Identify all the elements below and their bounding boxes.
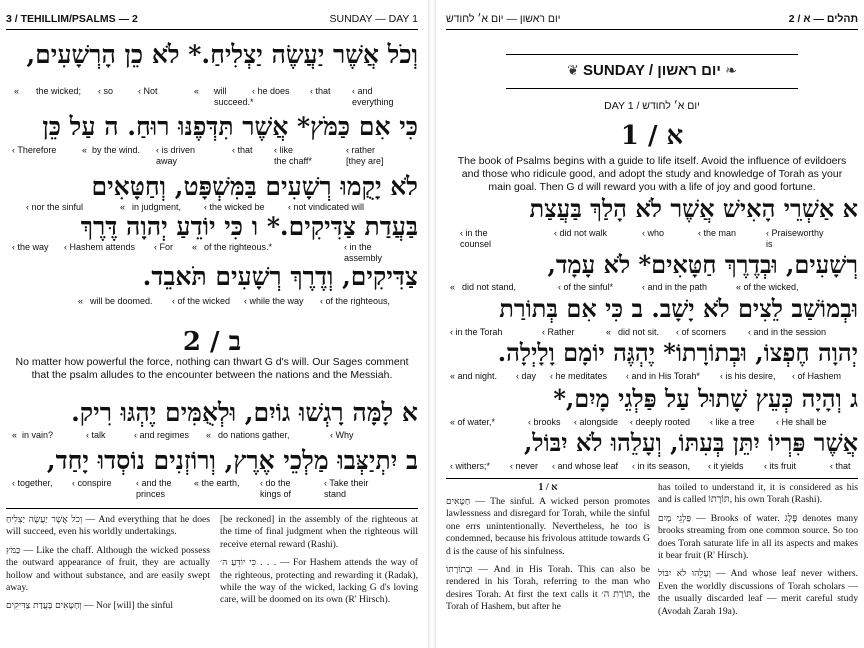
gloss-word: « of the wicked, [736,282,799,292]
psalm-title: 2 / ב [182,327,242,357]
gloss-word: « and night. [450,371,498,381]
hebrew-line: כִּי אִם כַּמֹּץ* אֲשֶׁר תִּדְּפֶנּוּ רוּחַ. ה עַל כֵּן [42,112,418,141]
day-banner-text: SUNDAY / יום ראשון [583,62,721,79]
gloss-word: ‹ never [510,461,539,471]
gloss-word: ‹ in the counsel [460,228,492,249]
commentary-rule [6,508,418,509]
gloss-word: ‹ of the sinful* [558,282,614,292]
gloss-word: ‹ in the assembly [344,242,383,263]
hebrew-line: לֹא יָקֻמוּ רְשָׁעִים בַּמִּשְׁפָּט, וְחַטָּאִים [91,172,418,201]
commentary-text: — For Hashem attends the way of the righteous, protecting and rewarding it (Radak), while the way of the wicked, lacking G d's loving care, will be doomed on its own (R' Hirsch). [220,557,418,606]
gloss-word: ‹ rather [they are] [346,145,384,166]
commentary-text: — Like the chaff. Although the wicked possess the outward appearance of fruit, they are actually hollow and without substance, and are easily swept away. [6,544,210,594]
psalm-title: 1 / א [620,121,684,151]
commentary-text: — Nor [will] the sinful [81,600,174,612]
gloss-word: ‹ is his desire, [720,371,776,381]
commentary-lemma: וְחַטָּאִים בַּעֲדַת צַדִּיקִים [6,601,82,612]
gloss-word: ‹ day [516,371,537,381]
gloss-word: ‹ in its season, [632,461,691,471]
commentary-column [220,514,418,613]
hebrew-line: יְהוָה חֶפְצוֹ, וּבְתוֹרָתוֹ* יֶהְגֶּה יוֹמָם וָלָיְלָה. [497,338,858,367]
commentary-lemma: כִּי יוֹדֵעַ ה׳ . . . [220,558,277,569]
gloss-word: ‹ and in the path [642,282,708,292]
gloss-word: « of water,* [450,417,496,427]
gloss-word: ‹ is driven away [156,145,196,166]
commentary-paragraph [658,482,858,507]
commentary-lemma: וּבְתוֹרָתוֹ [446,565,473,576]
gloss-word: ‹ that [232,145,253,155]
gloss-word: ‹ of the righteous, [320,296,391,306]
gloss-word: ‹ withers;* [450,461,491,471]
gloss-word: « [194,86,200,96]
gloss-word: did not stand, [462,282,517,292]
commentary-lemma: וְכֹל אֲשֶׁר יַעֲשֶׂה יַצְלִיחַ [6,515,83,525]
gloss-word: ‹ and regimes [134,430,190,440]
hebrew-line: רְשָׁעִים, וּבְדֶרֶךְ חַטָּאִים* לֹא עָמָד, [547,250,858,279]
ornament-left-icon: ❦ [567,63,579,79]
commentary-column [446,496,650,620]
gloss-word: ‹ he does [252,86,290,96]
page-number-title: 2 / תהלים — א [788,13,858,25]
hebrew-line: ב יִתְיַצְּבוּ מַלְכֵי אֶרֶץ, וְרוֹזְנִים נוֹסְדוּ יָחַד, [46,446,418,475]
commentary-paragraph [446,496,650,558]
hebrew-line: וְכֹל אֲשֶׁר יַעֲשֶׂה יַצְלִיחַ.* לֹא כֵן הָרְשָׁעִים, [26,40,418,69]
banner-rule-bottom [506,88,798,89]
banner-rule-top [506,54,798,55]
gloss-word: « [206,430,212,440]
gloss-word: ‹ alongside [574,417,619,427]
ornament-right-icon: ❧ [725,63,737,79]
commentary-lemma: חַטָּאִים [446,497,471,507]
gloss-word: in vain? [22,430,54,440]
commentary-column [658,482,858,624]
gloss-word: ‹ while the way [244,296,304,306]
page-number-title: 3 / TEHILLIM/PSALMS — 2 [6,13,138,25]
running-head-left [6,13,418,27]
gloss-word: ‹ For [154,242,173,252]
gloss-word: ‹ Take their stand [324,478,369,499]
commentary-text: — Brooks of water. פֶּלֶג denotes many brooks streaming from one common source. So too does Torah saturate life in all its aspects and makes it bear fruit (R' Hirsch). [658,512,858,562]
gloss-word: ‹ in the Torah [450,327,503,337]
commentary-paragraph [220,514,418,551]
commentary-paragraph [658,568,858,618]
hebrew-line: בַּעֲדַת צַדִּיקִים.* ו כִּי יוֹדֵעַ יְהוָה דֶּרֶךְ [80,212,418,241]
gloss-row [6,296,418,322]
commentary-text: — And whose leaf never withers. Even the worldly discussions of Torah scholars — the usually discarded leaf — merit careful study (Avodah Zarah 19a). [658,568,858,617]
gloss-word: ‹ Why [330,430,354,440]
gloss-word: ‹ its fruit [764,461,797,471]
gloss-word: the wicked; [36,86,82,96]
gloss-word: ‹ Therefore [12,145,57,155]
gloss-word: « [82,145,88,155]
commentary-text: has toiled to understand it, it is considered as his and is called תּוֹרָתוֹ, his own Torah (Rashi). [658,482,858,506]
commentary-paragraph [6,545,210,595]
commentary-lemma: פַּלְגֵי מָיִם [658,513,692,524]
right-page [440,0,864,648]
commentary-lemma: וְעָלֵהוּ לֹא יִבּוֹל [658,569,711,580]
gloss-word: ‹ of scorners [676,327,727,337]
hebrew-line: וּבְמוֹשַׁב לֵצִים לֹא יָשָׁב. ב כִּי אִם בְּתוֹרַת [499,294,858,323]
gloss-word: ‹ He shall be [776,417,827,427]
gloss-word: ‹ of the wicked [172,296,231,306]
gloss-word: ‹ that [310,86,331,96]
gloss-word: ‹ the way [12,242,49,252]
commentary-paragraph [6,600,210,612]
left-page [0,0,424,648]
commentary-text: — And in His Torah. This can also be rendered in his Torah, referring to the man who desires Torah. At first the text calls it תּוֹרַת ה׳, the Torah of Hashem, but after he [446,564,650,613]
gloss-word: ‹ brooks [528,417,561,427]
gloss-word: « [78,296,84,306]
gloss-word: ‹ the wicked be [204,202,265,212]
gloss-word: ‹ conspire [72,478,112,488]
gloss-word: ‹ the man [698,228,737,238]
gloss-word: will be doomed. [90,296,153,306]
gloss-word: ‹ like the chaff* [274,145,312,166]
gloss-word: ‹ that [830,461,851,471]
gloss-word: ‹ it yields [708,461,744,471]
gloss-word: « [450,282,456,292]
gloss-word: « [120,202,126,212]
gloss-word: « [12,430,18,440]
commentary-paragraph [6,514,210,539]
commentary-column [6,514,210,619]
gloss-word: « [192,242,198,252]
gloss-word: ‹ nor the sinful [26,202,84,212]
gloss-word: ‹ he meditates [550,371,608,381]
gloss-row [6,478,418,504]
commentary-heading: 1 / א [538,482,558,493]
commentary-text: — And everything that he does will succeed, even his worldly undertakings. [6,514,210,538]
gloss-word: ‹ did not walk [554,228,608,238]
gloss-word: ‹ Rather [542,327,575,337]
gloss-word: ‹ and everything [352,86,394,107]
gloss-word: ‹ Praiseworthy is [766,228,824,249]
hebrew-line: ג וְהָיָה כְּעֵץ שָׁתוּל עַל פַּלְגֵי מָיִם,* [553,384,858,413]
gloss-word: of the righteous.* [204,242,273,252]
gloss-word: will succeed.* [214,86,254,107]
gloss-word: « the earth, [194,478,240,488]
gloss-row [6,145,418,171]
gloss-word: ‹ together, [12,478,53,488]
book-gutter [428,0,436,648]
commentary-text: [be reckoned] in the assembly of the righteous at the time of final judgment when the righteous will receive eternal reward (Rashi). [220,514,418,550]
hebrew-line: צַדִּיקִים, וְדֶרֶךְ רְשָׁעִים תֹּאבֵד. [142,262,418,291]
hebrew-line: אֲשֶׁר פִּרְיוֹ יִתֵּן בְּעִתּוֹ, וְעָלֵהוּ לֹא יִבּוֹל, [523,428,858,457]
gloss-word: ‹ and in the session [748,327,827,337]
gloss-word: ‹ like a tree [710,417,755,427]
gloss-word: in judgment, [132,202,182,212]
header-rule [446,29,858,30]
gloss-word: ‹ so [98,86,114,96]
gloss-word: ‹ and the princes [136,478,172,499]
psalm-intro: The book of Psalms begins with a guide to life itself. Avoid the influence of evildoers and those who ridicule good, and adopt the study and knowledge of Torah as your main goal. Then G d will reward you with a life of joy and good fortune. [457,155,847,193]
gloss-word: ‹ of Hashem [792,371,842,381]
gloss-word: ‹ deeply rooted [630,417,691,427]
running-head-right [446,13,858,27]
day-label: יום ראשון — יום א׳ לחודש [446,13,561,25]
day-subtitle: DAY 1 / יום א׳ לחודש [604,100,700,112]
commentary-paragraph [446,564,650,614]
day-banner [440,62,864,79]
gloss-word: « [606,327,612,337]
gloss-word: ‹ Hashem attends [64,242,136,252]
commentary-text: — The sinful. A wicked person promotes lawlessness and disregard for Torah, while the sinful one errs unintentionally. Nevertheless, he too is condemned, because his frivolous attitude towards G d is the cause of his sinfulness. [446,496,650,557]
gloss-word: ‹ and in His Torah* [626,371,700,381]
gloss-word: ‹ and whose leaf [552,461,619,471]
hebrew-line: א אַשְׁרֵי הָאִישׁ אֲשֶׁר לֹא הָלַךְ בַּעֲצַת [529,194,858,223]
hebrew-line: א לָמָּה רָגְשׁוּ גוֹיִם, וּלְאֻמִּים יֶהְגּוּ רִיק. [71,398,418,427]
gloss-row [6,86,418,112]
gloss-word: ‹ do the kings of [260,478,292,499]
commentary-rule [446,478,858,479]
gloss-word: did not sit. [618,327,660,337]
header-rule [6,29,418,30]
gloss-word: by the wind. [92,145,141,155]
commentary-paragraph [220,557,418,607]
gloss-word: do nations gather, [218,430,290,440]
gloss-word: « [14,86,20,96]
commentary-paragraph [658,513,858,563]
gloss-word: ‹ Not [138,86,158,96]
day-label: SUNDAY — DAY 1 [329,13,418,25]
gloss-word: ‹ not vindicated will [288,202,365,212]
gloss-word: ‹ talk [86,430,106,440]
gloss-word: ‹ who [642,228,665,238]
commentary-lemma: כַּמֹּץ [6,545,21,556]
psalm-intro: No matter how powerful the force, nothing can thwart G d's will. Our Sages comment that the psalm alludes to the encounter between the nations and the Messiah. [15,356,409,381]
